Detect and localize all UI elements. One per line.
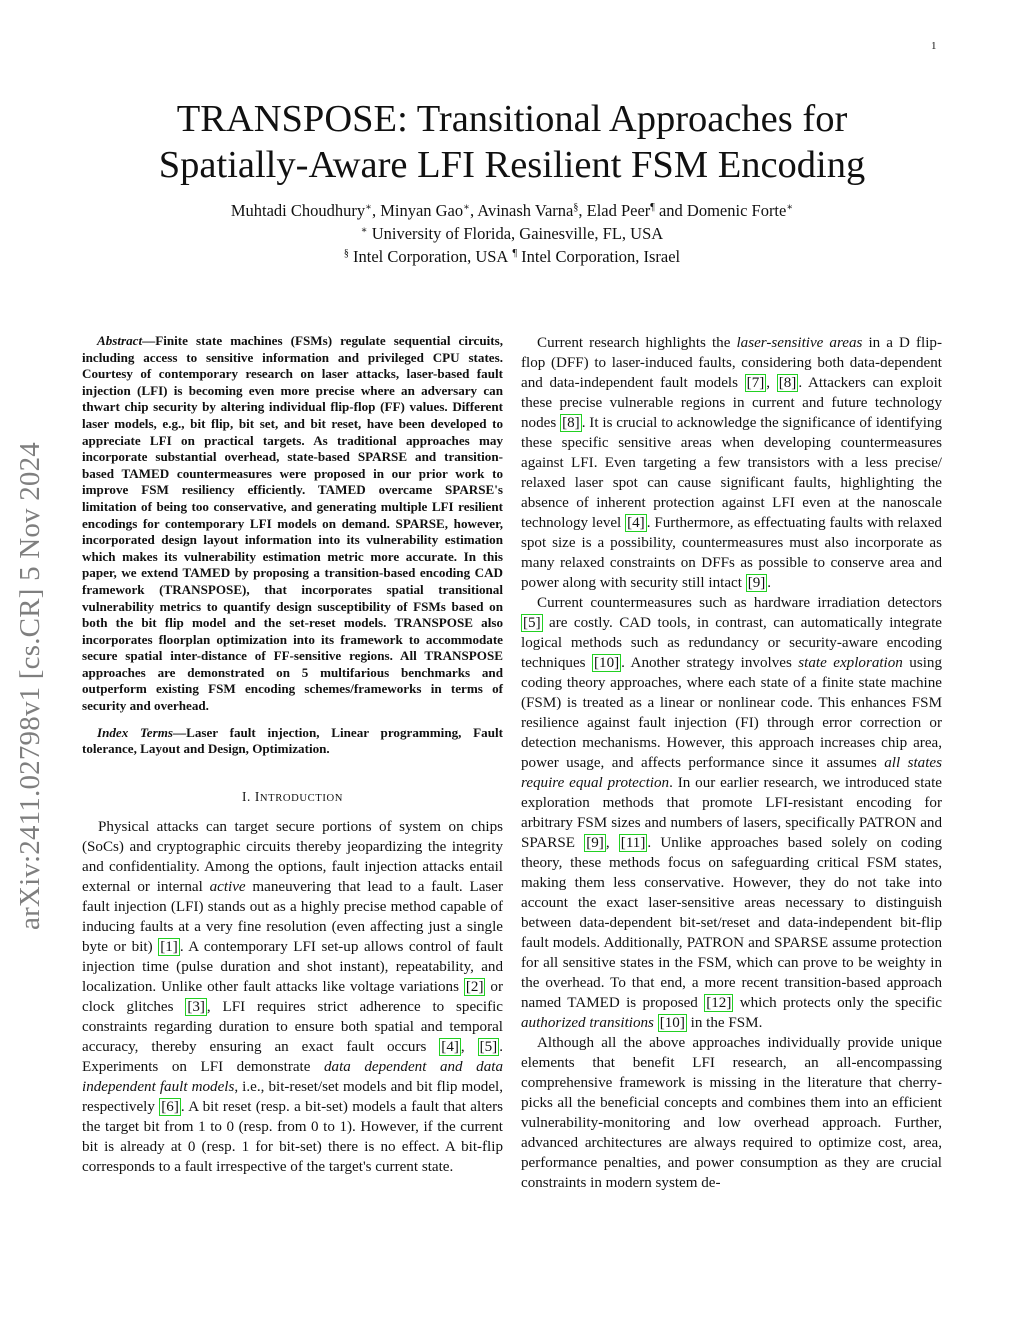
emphasized-text: state exploration [798,655,903,671]
affiliation-line-1 [0,222,1024,245]
text-run: Current countermeasures such as hardware irradiation detectors [537,595,942,611]
affiliation-mark: ∗ [786,202,794,213]
title-line-1: TRANSPOSE: Transitional Approaches for [176,98,848,140]
citation-link[interactable]: [10] [659,1015,685,1031]
intro-paragraph-1 [82,817,503,1177]
citation-link[interactable]: [9] [586,835,604,851]
emphasized-text: data dependent and data independent fault models [82,1058,503,1095]
arxiv-identifier-stamp: arXiv:2411.02798v1 [cs.CR] 5 Nov 2024 [14,441,46,930]
affiliation-mark: § [343,248,349,259]
emphasized-text: active [209,878,246,895]
citation-link[interactable]: [6] [161,1098,179,1115]
text-run: Although all the above approaches individually provide unique elements that benefit LFI research, an all-encompassing comprehensive framework is missing in the literature that cherry-picks all the beneficial concepts and combines them into an efficient vulnerability-monitoring and low overhead approach. Further, advanced architectures are always required to optimize cost, area, performance penalties, and power consumption as they are crucial constraints in modern system de- [521,1035,942,1191]
affiliation-mark: § [573,202,579,213]
right-column [521,333,942,1193]
citation-link[interactable]: [3] [187,998,205,1015]
text-run: , LFI requires strict adherence to specific constraints regarding duration to ensure both spatial and temporal accuracy, thereby ensuring an exact fault occurs [82,998,503,1055]
affiliation-text: University of Florida, Gainesville, FL, USA [371,224,664,243]
affiliation-mark: ∗ [365,202,372,213]
text-run: which protects only the specific [733,995,942,1011]
text-run: maneuvering that lead to a fault. Laser fault injection (LFI) stands out as a highly precise method capable of inducing faults at a very fine resolution (even affecting just a single byte or bit) [82,878,503,955]
citation-link[interactable]: [12] [706,995,732,1011]
citation-link[interactable]: [9] [747,575,766,591]
text-run: , [460,1038,478,1055]
author-name: Avinash Varna [477,201,574,220]
index-terms-label: Index Terms [97,724,173,740]
text-run: Current research highlights the [537,335,737,351]
text-run: . Experiments on LFI demonstrate [82,1038,503,1075]
author-list [0,199,1024,222]
text-run: . In our earlier research, we introduced state exploration methods that promote LFI-resistant encoding for arbitrary FSM sizes and numbers of lasers, specifically PATRON and SPARSE [521,775,942,851]
citation-link[interactable]: [4] [627,515,645,531]
text-run: . [767,575,772,591]
citation-link[interactable]: [5] [523,615,541,631]
text-run: Physical attacks can target secure portions of system on chips (SoCs) and cryptographic circuits thereby jeopardizing the integrity and confidentiality. Among the options, fault injection attacks entail external or internal [82,818,503,895]
author-separator: , [371,201,381,220]
affiliation-mark: ¶ [512,248,517,259]
text-run: in the FSM. [686,1015,763,1031]
citation-link[interactable]: [4] [441,1038,459,1055]
citation-link[interactable]: [8] [562,415,580,431]
abstract [82,333,503,715]
affiliation-mark: ∗ [360,225,368,236]
page-number: 1 [931,40,937,52]
text-run: , i.e., bit-reset/set models and bit flip model, respectively [82,1078,503,1115]
author-name: Minyan Gao [380,201,464,220]
index-terms-text: —Laser fault injection, Linear programming, Fault tolerance, Layout and Design, Optimization. [82,724,503,757]
title-line-2: Spatially-Aware LFI Resilient FSM Encoding [158,144,866,186]
text-run: . Another strategy involves [621,655,799,671]
text-run: . A bit reset (resp. a bit-set) models a fault that alters the target bit from 1 to 0 (resp. from 0 to 1). However, if the current bit is already at 0 (resp. 1 for bit-set) there is no effect. A bit-flip corresponds to a fault irrespective of the target's current state. [82,1098,503,1175]
paper-title [0,96,1024,188]
author-name: Elad Peer [586,201,651,220]
text-run: . It is crucial to acknowledge the significance of identifying these specific sensitive areas when developing countermeasures against LFI. Even targeting a few transistors with a less precise/ relaxed laser spot can cause significant faults, highlighting the absence of inherent protection against LFI even at the nanoscale technology level [521,415,942,531]
citation-link[interactable]: [1] [160,938,178,955]
author-block [0,199,1024,268]
emphasized-text: laser-sensitive areas [736,335,863,351]
author-separator: and [654,201,687,220]
affiliation-text: Intel Corporation, USA [352,247,509,266]
author-name: Muhtadi Choudhury [230,201,366,220]
text-run: in a D flip-flop (DFF) to laser-induced faults, considering both data-dependent and data-independent fault models [521,335,943,391]
text-run: . Attackers can exploit these precise vulnerable regions in current and future technology nodes [521,375,942,431]
affiliation-mark: ¶ [650,202,655,213]
affiliation-mark: ∗ [463,202,470,213]
citation-link[interactable]: [5] [479,1038,498,1055]
body-paragraph-3 [521,1033,942,1193]
left-column [82,333,503,1177]
text-run: . Unlike approaches based solely on coding theory, these methods focus on safeguarding critical FSM states, making them less conservative. However, they do not take into account the exact laser-sensitive areas necessary to distinguish between data-dependent bit-set/reset and data-independent bit-flip fault models. Additionally, PATRON and SPARSE assume protection for all sensitive states in the FSM, which can prove to be weighty in the overhead. To that end, a more recent transition-based approach named TAMED is proposed [521,835,942,1011]
text-run: , [766,375,777,391]
author-separator: , [469,201,478,220]
body-paragraph-1 [521,333,942,593]
text-run: . Furthermore, as effectuating faults with relaxed spot size is a possibility, countermeasures must also incorporate as many relaxed constraints on DFFs as possible to conserve area and power along with security still intact [521,515,942,591]
citation-link[interactable]: [7] [746,375,765,391]
text-run: . A contemporary LFI set-up allows control of fault injection time (pulse duration and shot instant), repeatability, and localization. Unlike other fault attacks like voltage variations [82,938,504,995]
text-run: or clock glitches [82,978,503,1015]
author-separator: , [578,201,587,220]
text-run: are costly. CAD tools, in contrast, can automatically integrate logical methods such as redundancy or security-aware encoding techniques [521,615,942,671]
body-paragraph-2 [521,593,942,1033]
citation-link[interactable]: [8] [778,375,797,391]
citation-link[interactable]: [11] [620,835,646,851]
section-heading-introduction: I. INTRODUCTION [241,788,344,804]
emphasized-text: all states require equal protection [521,755,942,791]
author-name: Domenic Forte [686,201,787,220]
text-run: , [605,835,619,851]
abstract-label: Abstract [97,333,143,348]
affiliation-line-2 [0,245,1024,268]
citation-link[interactable]: [10] [594,655,620,671]
affiliation-text: Intel Corporation, Israel [521,247,681,266]
citation-link[interactable]: [2] [465,978,484,995]
abstract-text: —Finite state machines (FSMs) regulate sequential circuits, including access to sensitive information and privileged CPU states. Courtesy of contemporary research on laser attacks, laser-based fault injection (LFI) is becoming even more precise where an adversary can thwart chip security by altering individual flip-flop (FF) values. Different laser models, e.g., bit flip, bit set, and bit reset, have been developed to appreciate LFI on practical targets. As traditional approaches may incorporate substantial overhead, state-based SPARSE and transition-based TAMED countermeasures were proposed in our prior work to improve FSM resiliency efficiently. TAMED overcame SPARSE's limitation of being too conservative, and generating multiple LFI resilient encodings for contemporary LFI models on demand. SPARSE, however, incorporated design layout information into its vulnerability estimation which makes its vulnerability estimation metric more accurate. In this paper, we extend TAMED by proposing a transition-based encoding CAD framework (TRANSPOSE), that incorporates spatial transitional vulnerability metrics to quantify design susceptibility of FSMs based on both the bit flip model and the set-reset models. TRANSPOSE also incorporates floorplan optimization into its framework to accommodate secure spatial inter-distance of FF-sensitive regions. All TRANSPOSE approaches are demonstrated on 5 multifarious benchmarks and outperform existing FSM encoding schemes/frameworks in terms of security and overhead. [82,333,503,714]
text-run: using coding theory approaches, where each state of a finite state machine (FSM) is treated as a linear or nonlinear code. This enhances FSM resilience against fault injection (FI) through error correction or detection mechanisms. However, this approach increases chip area, power usage, and affects performance since it assumes [521,655,943,771]
emphasized-text: authorized transitions [521,1015,654,1031]
index-terms [82,725,503,758]
